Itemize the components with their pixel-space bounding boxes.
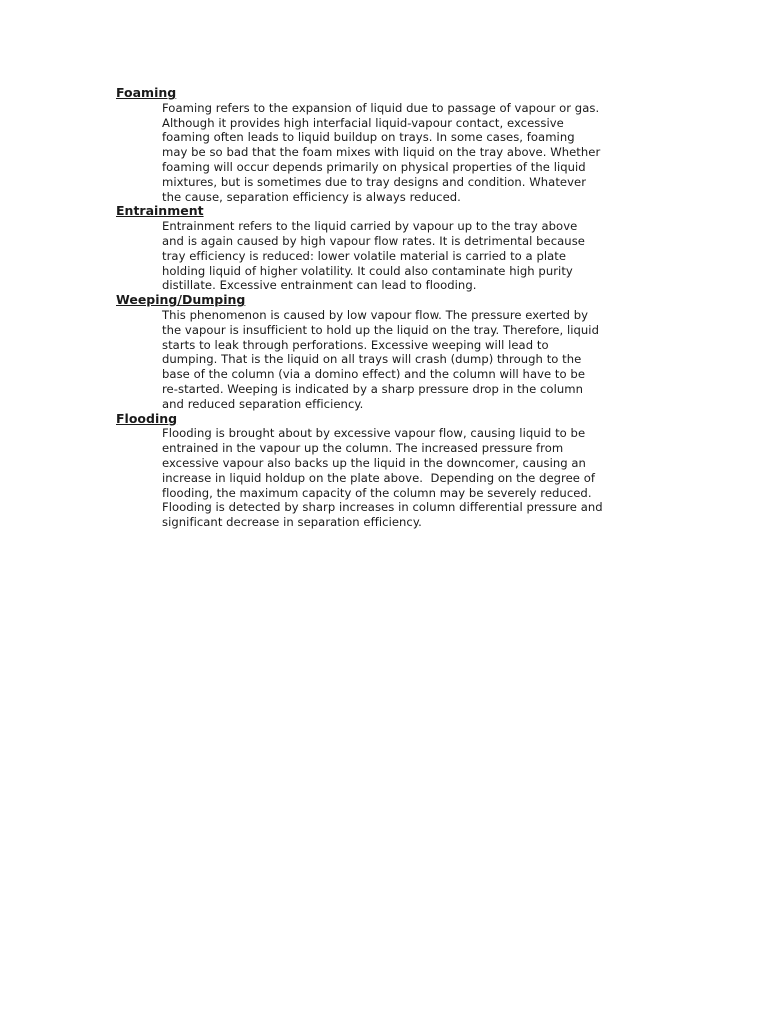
paragraph-line: may be so bad that the foam mixes with liquid on the tray above. Whether (162, 145, 601, 160)
document-body (116, 86, 656, 530)
paragraph-line: increase in liquid holdup on the plate above. Depending on the degree of (162, 470, 595, 485)
paragraph-line: Flooding is detected by sharp increases in column differential pressure and (162, 500, 603, 515)
paragraph-line: excessive vapour also backs up the liquid in the downcomer, causing an (162, 455, 586, 470)
paragraph-line: significant decrease in separation efficiency. (162, 515, 422, 530)
paragraph-line: flooding, the maximum capacity of the column may be severely reduced. (162, 485, 592, 500)
section-entrainment (116, 204, 656, 293)
paragraph-line: Although it provides high interfacial liquid-vapour contact, excessive (162, 115, 564, 130)
paragraph-line: base of the column (via a domino effect) and the column will have to be (162, 367, 585, 382)
section-flooding (116, 412, 656, 530)
paragraph-line: This phenomenon is caused by low vapour flow. The pressure exerted by (162, 307, 589, 322)
paragraph-line: distillate. Excessive entrainment can lead to flooding. (162, 278, 477, 293)
paragraph-line: Entrainment refers to the liquid carried by vapour up to the tray above (162, 219, 578, 234)
paragraph-line: starts to leak through perforations. Excessive weeping will lead to (162, 337, 549, 352)
paragraph-line: and is again caused by high vapour flow rates. It is detrimental because (162, 233, 585, 248)
paragraph-line: Foaming refers to the expansion of liquid due to passage of vapour or gas. (162, 100, 600, 115)
section-weeping-dumping (116, 293, 656, 411)
paragraph-line: entrained in the vapour up the column. The increased pressure from (162, 441, 564, 456)
section-heading: Weeping/Dumping (116, 292, 246, 308)
paragraph-line: holding liquid of higher volatility. It could also contaminate high purity (162, 263, 573, 278)
section-heading: Foaming (116, 85, 177, 100)
paragraph-line: and reduced separation efficiency. (162, 396, 364, 411)
paragraph-line: mixtures, but is sometimes due to tray designs and condition. Whatever (162, 174, 587, 189)
paragraph-line: the vapour is insufficient to hold up the liquid on the tray. Therefore, liquid (162, 322, 599, 337)
paragraph-line: tray efficiency is reduced: lower volatile material is carried to a plate (162, 248, 567, 263)
section-foaming (116, 86, 656, 204)
paragraph-line: the cause, separation efficiency is always reduced. (162, 189, 461, 204)
paragraph-line: Flooding is brought about by excessive vapour flow, causing liquid to be (162, 426, 586, 441)
section-heading: Flooding (116, 410, 178, 426)
paragraph-line: re-started. Weeping is indicated by a sharp pressure drop in the column (162, 381, 583, 396)
paragraph-line: dumping. That is the liquid on all trays will crash (dump) through to the (162, 352, 582, 367)
paragraph-line: foaming often leads to liquid buildup on trays. In some cases, foaming (162, 130, 575, 145)
paragraph-line: foaming will occur depends primarily on physical properties of the liquid (162, 159, 586, 174)
section-heading: Entrainment (116, 203, 204, 219)
